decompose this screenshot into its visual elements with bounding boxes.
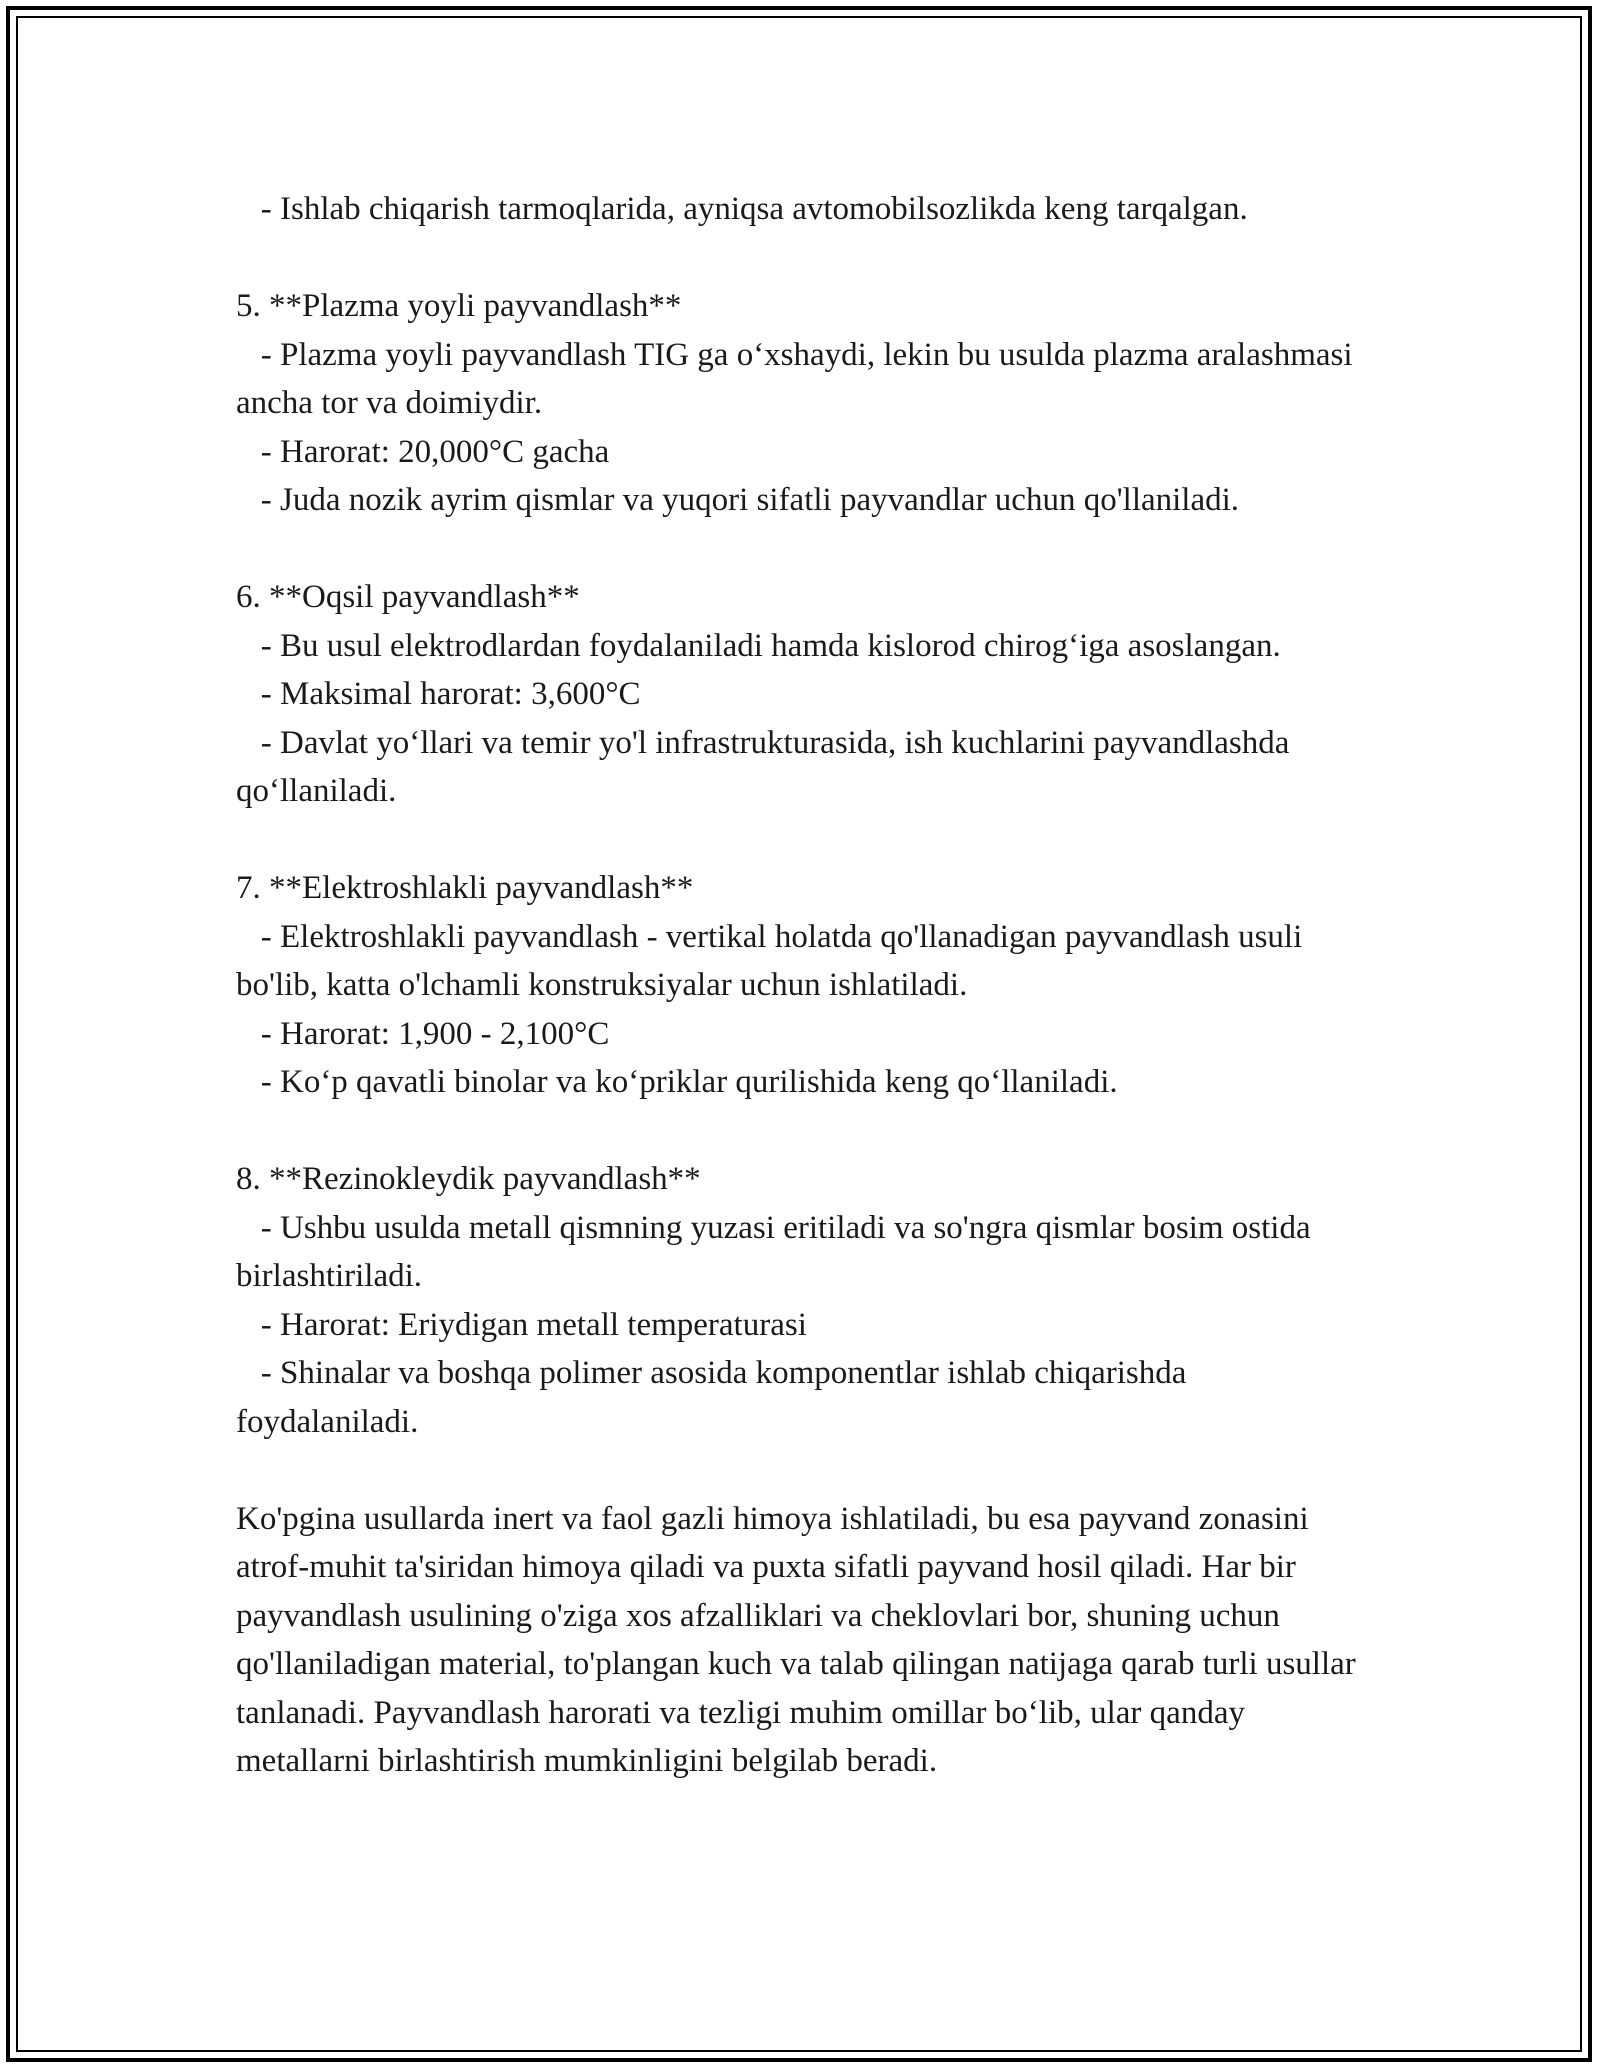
list-item: - Ushbu usulda metall qismning yuzasi eritiladi va so'ngra qismlar bosim ostida birlashtiriladi. bbox=[236, 1209, 1319, 1294]
section-oqsil bbox=[236, 573, 1376, 816]
list-item: - Plazma yoyli payvandlash TIG ga o‘xshaydi, lekin bu usulda plazma aralashmasi ancha tor va doimiydir. bbox=[236, 336, 1361, 421]
conclusion-paragraph: Ko'pgina usullarda inert va faol gazli himoya ishlatiladi, bu esa payvand zonasini atrof-muhit ta'siridan himoya qiladi va puxta sifatli payvand hosil qiladi. Har bir payvandlash usulining o'ziga xos afzalliklari va cheklovlari bor, shuning uchun qo'llaniladigan material, to'plangan kuch va talab qilingan natijaga qarab turli usullar tanlanadi. Payvandlash harorati va tezligi muhim omillar bo‘lib, ular qanday metallarni birlashtirish mumkinligini belgilab beradi. bbox=[236, 1500, 1365, 1779]
paragraph-gap bbox=[236, 1107, 1376, 1156]
intro-list-item: - Ishlab chiqarish tarmoqlarida, ayniqsa avtomobilsozlikda keng tarqalgan. bbox=[236, 191, 1248, 227]
document-body bbox=[236, 185, 1376, 1786]
section-elektroshlakli bbox=[236, 864, 1376, 1107]
section-heading: 5. **Plazma yoyli payvandlash** bbox=[236, 288, 682, 324]
paragraph-gap bbox=[236, 816, 1376, 865]
section-heading: 6. **Oqsil payvandlash** bbox=[236, 579, 580, 615]
list-item: - Harorat: Eriydigan metall temperaturasi bbox=[236, 1306, 807, 1343]
list-item: - Davlat yo‘llari va temir yo'l infrastrukturasida, ish kuchlarini payvandlashda qo‘llaniladi. bbox=[236, 724, 1298, 809]
paragraph-gap bbox=[236, 1446, 1376, 1495]
list-item: - Juda nozik ayrim qismlar va yuqori sifatli payvandlar uchun qo'llaniladi. bbox=[236, 482, 1240, 518]
list-item: - Ko‘p qavatli binolar va ko‘priklar qurilishida keng qo‘llaniladi. bbox=[236, 1064, 1118, 1100]
section-rezinokleydik bbox=[236, 1155, 1376, 1446]
list-item: - Harorat: 1,900 - 2,100°C bbox=[236, 1015, 610, 1052]
list-item: - Elektroshlakli payvandlash - vertikal holatda qo'llanadigan payvandlash usuli bo'lib, katta o'lchamli konstruksiyalar uchun ishlatiladi. bbox=[236, 918, 1311, 1003]
section-plazma bbox=[236, 282, 1376, 525]
paragraph-gap bbox=[236, 234, 1376, 283]
list-item: - Maksimal harorat: 3,600°C bbox=[236, 676, 641, 712]
paragraph-gap bbox=[236, 525, 1376, 574]
list-item: - Shinalar va boshqa polimer asosida komponentlar ishlab chiqarishda foydalaniladi. bbox=[236, 1355, 1195, 1440]
list-item: - Harorat: 20,000°C gacha bbox=[236, 433, 610, 470]
section-heading: 7. **Elektroshlakli payvandlash** bbox=[236, 870, 694, 906]
list-item: - Bu usul elektrodlardan foydalaniladi hamda kislorod chirog‘iga asoslangan. bbox=[236, 627, 1281, 664]
section-heading: 8. **Rezinokleydik payvandlash** bbox=[236, 1161, 701, 1197]
